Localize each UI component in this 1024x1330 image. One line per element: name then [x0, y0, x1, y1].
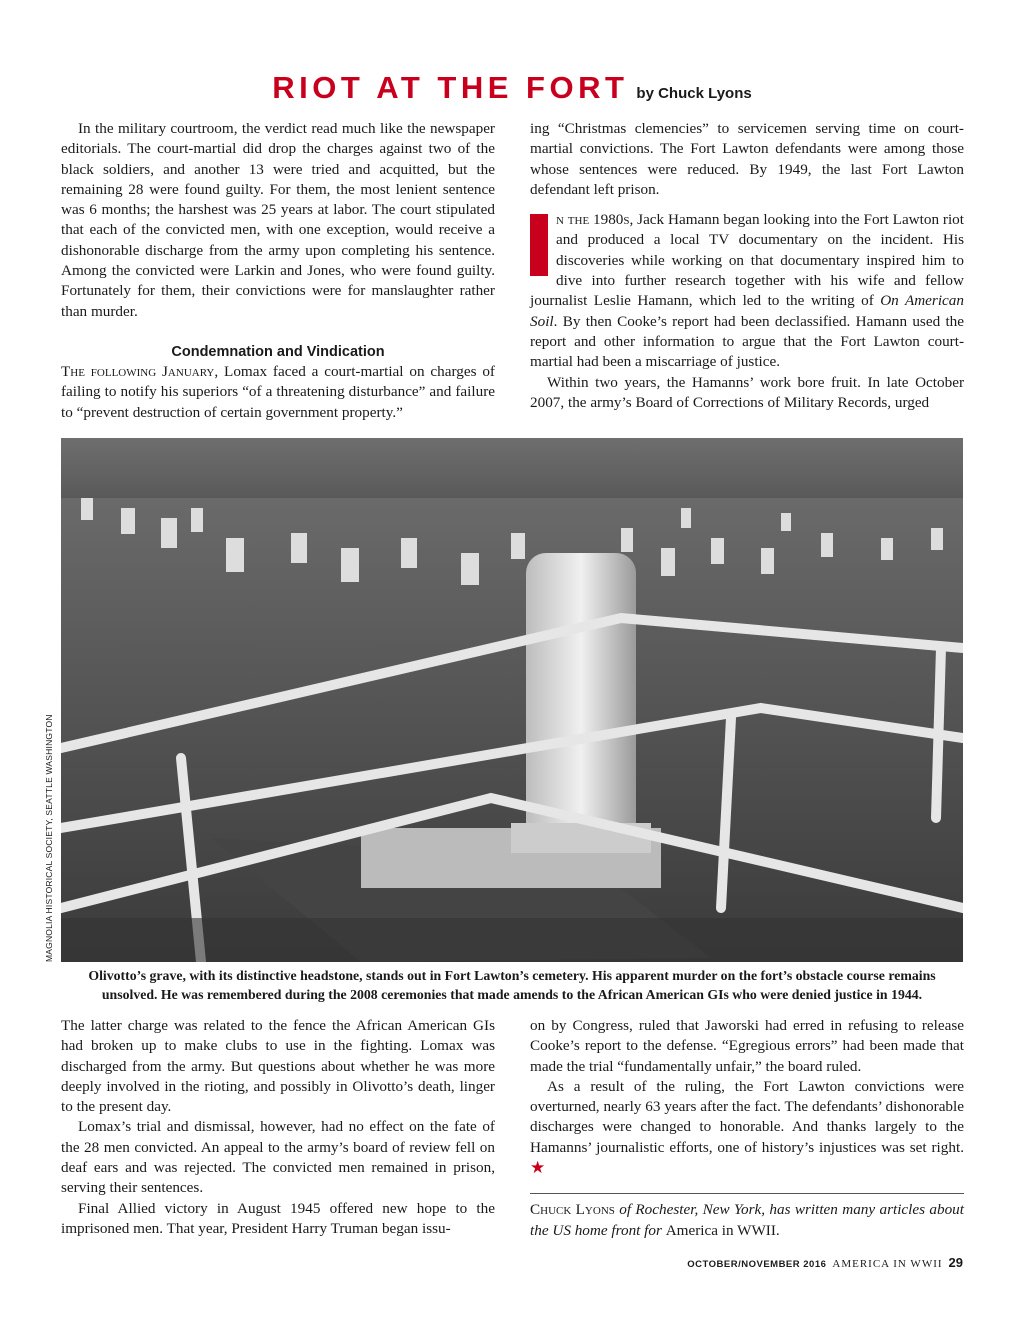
top-right-column [530, 119, 964, 413]
paragraph [530, 1077, 964, 1179]
paragraph-text: Jack Hamann began looking into the Fort Lawton riot and produced a local TV documentary on the incident. His discoveries while working on that documentary inspired him to dive into further research together with his wife and fellow journalist Leslie Hamann, which led to the writing of [530, 211, 964, 310]
paragraph: The latter charge was related to the fence the African American GIs had broken up to make clubs to use in the fighting. Lomax was discharged from the army. But questions about whether he was more deeply involved in the rioting, and possibly in Olivotto’s death, linger to the present day. [61, 1017, 495, 1116]
column-headstone [526, 553, 636, 843]
grave-photo-illustration [61, 438, 963, 962]
paragraph-text: Lomax faced a court-martial on charges of failing to notify his superiors “of a threatening disturbance” and failure to “prevent destruction of certain government property.” [61, 362, 495, 421]
paragraph [61, 362, 495, 423]
bottom-left-column [61, 1016, 495, 1239]
cemetery-photo [61, 438, 963, 962]
paragraph-dropcap [530, 210, 964, 372]
paragraph: In the military courtroom, the verdict read much like the newspaper editorials. The court-martial did drop the charges against two of the black soldiers, and another 13 were tried and acquitted, but the remaining 28 were found guilty. For them, the most lenient sentence was 6 months; the harshest was 25 years at labor. The court stipulated that each of the convicted men, with one exception, would receive a dishonorable discharge from the army upon completing his sentence. Among the convicted were Larkin and Jones, who were found guilty. Fortunately for them, their convictions were for manslaughter rather than murder. [61, 120, 495, 320]
issue-date: OCTOBER/NOVEMBER 2016 [687, 1259, 827, 1270]
magazine-name: America in WWII [665, 1221, 776, 1239]
page-number: 29 [948, 1255, 963, 1270]
section-heading: Condemnation and Vindication [171, 343, 385, 360]
drop-cap-bar [530, 214, 548, 276]
lead-in: The following January, [61, 362, 219, 380]
paragraph: Final Allied victory in August 1945 offered new hope to the imprisoned men. That year, President Harry Truman began issu- [61, 1199, 495, 1237]
paragraph-text: As a result of the ruling, the Fort Lawton convictions were overturned, nearly 63 years after the fact. The defendants’ dishonorable discharges were changed to honorable. And thanks largely to the Hamanns’ journalistic efforts, one of history’s injustices was set right. [530, 1077, 964, 1156]
bottom-right-column [530, 1016, 964, 1241]
lead-in: n the 1980s, [556, 211, 634, 229]
star-end-mark-icon: ★ [530, 1158, 546, 1178]
article-header [0, 70, 1024, 106]
magazine-title: AMERICA IN WWII [832, 1258, 943, 1270]
author-name: Chuck Lyons [530, 1201, 615, 1219]
divider [530, 1193, 964, 1194]
bio-text: . [775, 1221, 780, 1239]
author-bio [530, 1200, 964, 1241]
paragraph: on by Congress, ruled that Jaworski had erred in refusing to release Cooke’s report to the defense. “Egregious errors” had been made that made the trial “fundamentally unfair,” the board ruled. [530, 1017, 964, 1075]
paragraph-text: . By then Cooke’s report had been declassified. Hamann used the report and other information to argue that the Fort Lawton court-martial had been a miscarriage of justice. [530, 312, 964, 371]
book-title: On American Soil [530, 292, 964, 330]
article-title: RIOT AT THE FORT [272, 70, 629, 105]
page-footer [687, 1255, 963, 1270]
photo-credit: MAGNOLIA HISTORICAL SOCIETY, SEATTLE WASHINGTON [44, 714, 54, 962]
bio-text: of Rochester, New York, has written many articles about the US home front for [530, 1201, 964, 1239]
photo-caption: Olivotto’s grave, with its distinctive headstone, stands out in Fort Lawton’s cemetery. His apparent murder on the fort’s obstacle course remains unsolved. He was remembered during the 2008 ceremonies that made amends to the African American GIs who were denied justice in 1944. [88, 968, 936, 1002]
byline: by Chuck Lyons [636, 85, 752, 102]
paragraph: Lomax’s trial and dismissal, however, had no effect on the fate of the 28 men convicted. An appeal to the army’s board of review fell on deaf ears and was rejected. The convicted men remained in prison, serving their sentences. [61, 1118, 495, 1197]
paragraph: ing “Christmas clemencies” to servicemen serving time on court-martial convictions. The Fort Lawton defendants were among those whose sentences were reduced. By 1949, the last Fort Lawton defendant left prison. [530, 120, 964, 198]
top-left-column [61, 119, 495, 423]
paragraph: Within two years, the Hamanns’ work bore fruit. In late October 2007, the army’s Board of Corrections of Military Records, urged [530, 373, 964, 411]
